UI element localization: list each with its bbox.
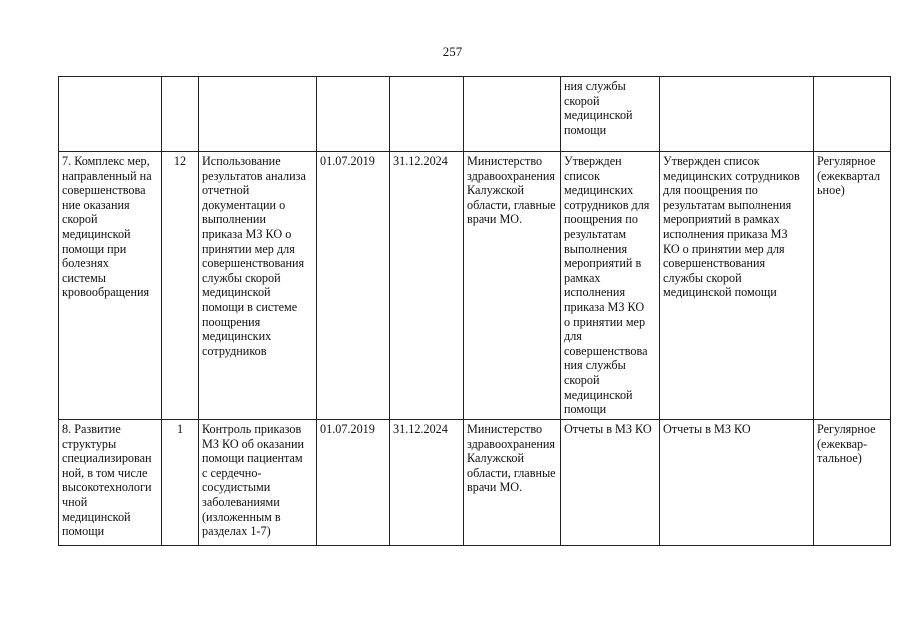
event-cell: Использование результатов анализа отчетной документации о выполнении приказа МЗ КО о принятии мер для совершенствования службы скорой медицинской помощи в системе поощрения медицинских сотрудников — [199, 152, 317, 420]
result-cell: Отчеты в МЗ КО — [561, 420, 660, 546]
end-date-cell: 31.12.2024 — [390, 420, 464, 546]
result-cell: Утвержден список медицинских сотрудников для поощрения по результатам выполнения мероприятий в рамках исполнения приказа МЗ КО о принятии мер для совершенствова ния службы скорой медицинской помощи — [561, 152, 660, 420]
executor-cell: Министерство здравоохранения Калужской области, главные врачи МО. — [464, 152, 561, 420]
executor-cell: Министерство здравоохранения Калужской области, главные врачи МО. — [464, 420, 561, 546]
page-number: 257 — [442, 44, 463, 59]
result-cell: ния службы скорой медицинской помощи — [561, 77, 660, 152]
end-date-cell: 31.12.2024 — [390, 152, 464, 420]
event-cell: Контроль приказов МЗ КО об оказании помощи пациентам с сердечно- сосудистыми заболеваниями (изложенным в разделах 1-7) — [199, 420, 317, 546]
measure-cell — [59, 77, 162, 152]
table-row — [59, 420, 891, 546]
measure-cell: 8. Развитие структуры специализирован ной, в том числе высокотехнологи чной медицинской помощи — [59, 420, 162, 546]
end-date-cell — [390, 77, 464, 152]
indicator-cell: Утвержден список медицинских сотрудников для поощрения по результатам выполнения мероприятий в рамках исполнения приказа МЗ КО о принятии мер для совершенствования службы скорой медицинской помощи — [660, 152, 814, 420]
executor-cell — [464, 77, 561, 152]
measures-table — [58, 76, 891, 546]
event-cell — [199, 77, 317, 152]
frequency-cell: Регулярное (ежеквар- тальное) — [814, 420, 891, 546]
measure-cell: 7. Комплекс мер, направленный на совершенствова ние оказания скорой медицинской помощи при болезнях системы кровообращения — [59, 152, 162, 420]
indicator-cell — [660, 77, 814, 152]
frequency-cell — [814, 77, 891, 152]
start-date-cell — [317, 77, 390, 152]
start-date-cell: 01.07.2019 — [317, 420, 390, 546]
count-cell: 1 — [162, 420, 199, 546]
start-date-cell: 01.07.2019 — [317, 152, 390, 420]
count-cell — [162, 77, 199, 152]
table-row — [59, 152, 891, 420]
indicator-cell: Отчеты в МЗ КО — [660, 420, 814, 546]
table-row — [59, 77, 891, 152]
count-cell: 12 — [162, 152, 199, 420]
frequency-cell: Регулярное (ежеквартал ьное) — [814, 152, 891, 420]
